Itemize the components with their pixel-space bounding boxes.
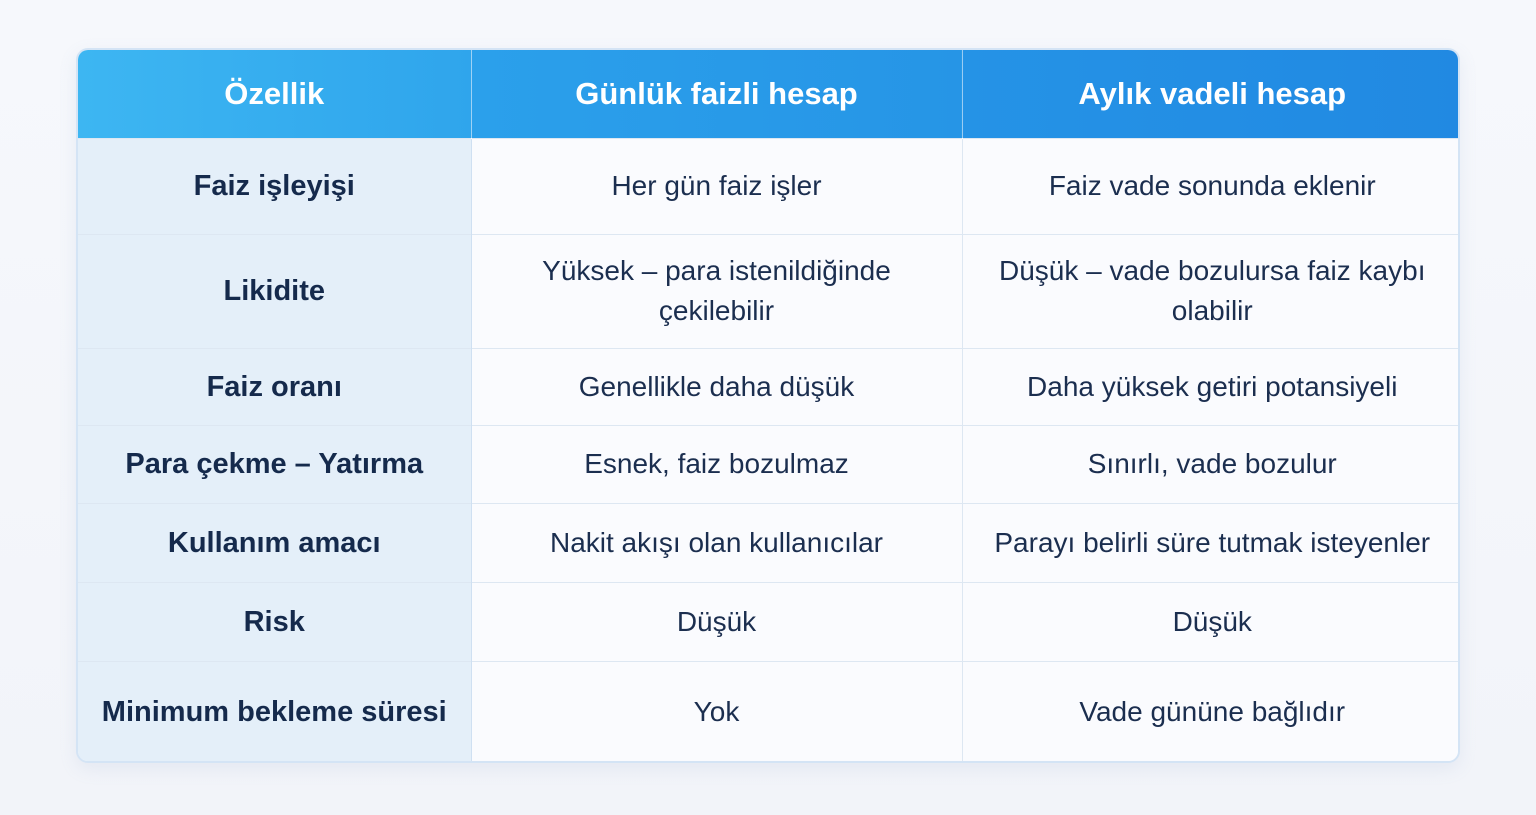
monthly-value: Düşük [962, 582, 1460, 661]
comparison-table [78, 50, 1460, 763]
monthly-value: Parayı belirli süre tutmak isteyenler [962, 503, 1460, 582]
header-monthly-term-account: Aylık vadeli hesap [962, 50, 1460, 138]
row-label: Para çekme – Yatırma [78, 425, 471, 503]
table-row [78, 138, 1460, 234]
comparison-table-container [76, 48, 1460, 763]
table-row [78, 348, 1460, 425]
daily-value: Nakit akışı olan kullanıcılar [471, 503, 962, 582]
header-daily-interest-account: Günlük faizli hesap [471, 50, 962, 138]
monthly-value: Vade gününe bağlıdır [962, 661, 1460, 763]
table-row [78, 661, 1460, 763]
row-label: Minimum bekleme süresi [78, 661, 471, 763]
daily-value: Genellikle daha düşük [471, 348, 962, 425]
monthly-value: Sınırlı, vade bozulur [962, 425, 1460, 503]
table-row [78, 582, 1460, 661]
row-label: Kullanım amacı [78, 503, 471, 582]
monthly-value: Düşük – vade bozulursa faiz kaybı olabilir [962, 234, 1460, 348]
table-row [78, 503, 1460, 582]
monthly-value: Faiz vade sonunda eklenir [962, 138, 1460, 234]
table-row [78, 425, 1460, 503]
row-label: Likidite [78, 234, 471, 348]
daily-value: Düşük [471, 582, 962, 661]
table-row [78, 234, 1460, 348]
daily-value: Yüksek – para istenildiğinde çekilebilir [471, 234, 962, 348]
daily-value: Her gün faiz işler [471, 138, 962, 234]
row-label: Faiz işleyişi [78, 138, 471, 234]
row-label: Faiz oranı [78, 348, 471, 425]
daily-value: Yok [471, 661, 962, 763]
daily-value: Esnek, faiz bozulmaz [471, 425, 962, 503]
row-label: Risk [78, 582, 471, 661]
header-feature: Özellik [78, 50, 471, 138]
table-header-row [78, 50, 1460, 138]
monthly-value: Daha yüksek getiri potansiyeli [962, 348, 1460, 425]
